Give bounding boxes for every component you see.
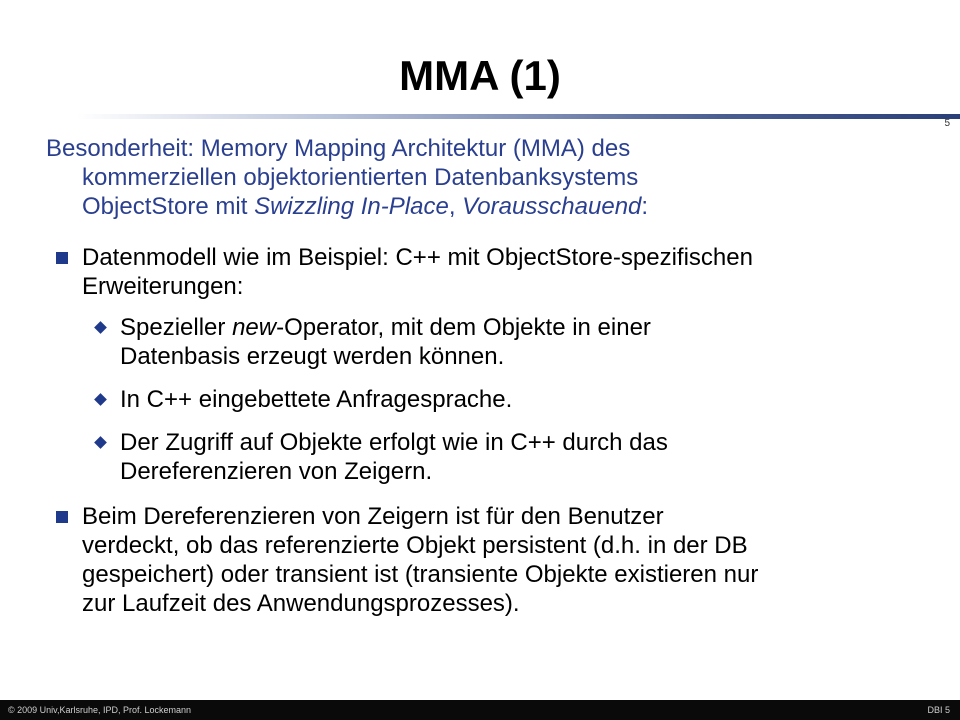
sub-bullet-post: -Operator, mit dem Objekte in einer bbox=[276, 314, 651, 341]
diamond-bullet-icon bbox=[94, 321, 107, 334]
bullet-text-line-1: Beim Dereferenzieren von Zeigern ist für den Benutzer bbox=[82, 503, 664, 530]
sub-bullet-line-1: In C++ eingebettete Anfragesprache. bbox=[120, 386, 513, 413]
slide-number: 5 bbox=[944, 118, 950, 129]
sub-bullet-line-1 bbox=[120, 313, 926, 342]
sub-bullet-line-1: Der Zugriff auf Objekte erfolgt wie in C++ durch das bbox=[120, 429, 668, 456]
intro-term-vorausschauend: Vorausschauend bbox=[462, 193, 642, 220]
square-bullet-icon bbox=[56, 252, 68, 264]
intro-line-1: Besonderheit: Memory Mapping Architektur (MMA) des bbox=[46, 135, 631, 162]
intro-line-3 bbox=[46, 192, 906, 221]
footer-page-label: DBI 5 bbox=[927, 705, 950, 715]
bullet-text-line-2: verdeckt, ob das referenzierte Objekt persistent (d.h. in der DB bbox=[82, 532, 748, 559]
diamond-bullet-icon bbox=[94, 436, 107, 449]
sub-bullet-anfragesprache bbox=[46, 385, 926, 414]
slide-title: MMA (1) bbox=[399, 52, 561, 99]
diamond-bullet-icon bbox=[94, 393, 107, 406]
bullet-text-line-4: zur Laufzeit des Anwendungsprozesses). bbox=[82, 590, 520, 617]
bullet-text-line-2: Erweiterungen: bbox=[82, 273, 244, 300]
intro-term-swizzling: Swizzling In-Place bbox=[254, 193, 449, 220]
term-new: new bbox=[232, 314, 277, 341]
sub-bullet-line-2: Dereferenzieren von Zeigern. bbox=[120, 458, 433, 485]
intro-line-3-mid: , bbox=[448, 193, 463, 220]
intro-line-3-post: : bbox=[641, 193, 649, 220]
sub-bullet-list bbox=[82, 313, 926, 486]
title-divider bbox=[0, 114, 960, 119]
sub-bullet-line-2: Datenbasis erzeugt werden können. bbox=[120, 343, 505, 370]
bullet-item-dereferenzieren bbox=[46, 502, 926, 618]
bullet-list bbox=[46, 243, 926, 634]
square-bullet-icon bbox=[56, 511, 68, 523]
intro-line-2: kommerziellen objektorientierten Datenbanksystems bbox=[82, 164, 639, 191]
footer-bar bbox=[0, 700, 960, 720]
bullet-text-line-1: Datenmodell wie im Beispiel: C++ mit ObjectStore-spezifischen bbox=[82, 244, 753, 271]
intro-paragraph bbox=[46, 134, 906, 221]
intro-line-3-pre: ObjectStore mit bbox=[82, 193, 255, 220]
bullet-item-datenmodell bbox=[46, 243, 926, 486]
footer-copyright: © 2009 Univ,Karlsruhe, IPD, Prof. Lockemann bbox=[8, 705, 192, 715]
sub-bullet-zugriff bbox=[46, 428, 926, 486]
sub-bullet-new-operator bbox=[46, 313, 926, 371]
sub-bullet-pre: Spezieller bbox=[120, 314, 233, 341]
bullet-text-line-3: gespeichert) oder transient ist (transiente Objekte existieren nur bbox=[82, 561, 759, 588]
